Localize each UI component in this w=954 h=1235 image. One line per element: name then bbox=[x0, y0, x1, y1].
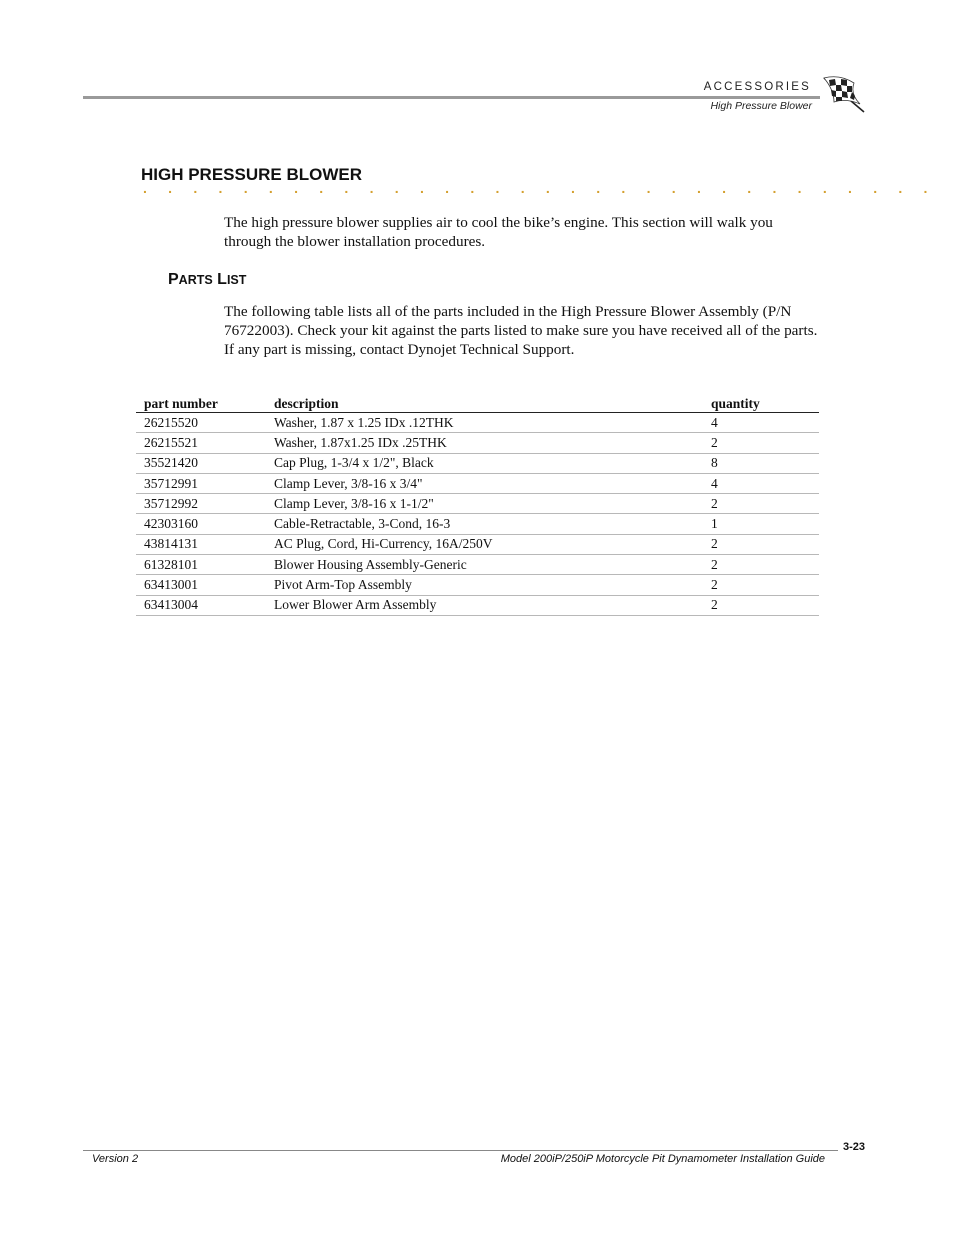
quantity-cell: 2 bbox=[703, 555, 819, 575]
parts-heading-initial-l: L bbox=[217, 271, 227, 288]
description-cell: Clamp Lever, 3/8-16 x 3/4" bbox=[266, 473, 703, 493]
header-section-title: ACCESSORIES bbox=[703, 81, 811, 93]
description-cell: Blower Housing Assembly-Generic bbox=[266, 555, 703, 575]
header-subsection-title: High Pressure Blower bbox=[710, 100, 812, 112]
description-cell: Cable-Retractable, 3-Cond, 16-3 bbox=[266, 514, 703, 534]
table-row bbox=[136, 575, 819, 595]
description-cell: AC Plug, Cord, Hi-Currency, 16A/250V bbox=[266, 534, 703, 554]
table-row bbox=[136, 433, 819, 453]
quantity-cell: 2 bbox=[703, 494, 819, 514]
part-number-cell: 26215521 bbox=[136, 433, 266, 453]
table-row bbox=[136, 555, 819, 575]
part-number-cell: 63413001 bbox=[136, 575, 266, 595]
part-number-cell: 35521420 bbox=[136, 453, 266, 473]
part-number-cell: 43814131 bbox=[136, 534, 266, 554]
quantity-cell: 4 bbox=[703, 473, 819, 493]
table-row bbox=[136, 413, 819, 433]
parts-intro-paragraph: The following table lists all of the parts included in the High Pressure Blower Assembly (P/N 76722003). Check your kit against the parts listed to make sure you have received all of the parts. If any part is missing, contact Dynojet Technical Support. bbox=[224, 303, 818, 358]
table-row bbox=[136, 514, 819, 534]
description-cell: Cap Plug, 1-3/4 x 1/2", Black bbox=[266, 453, 703, 473]
description-cell: Lower Blower Arm Assembly bbox=[266, 595, 703, 615]
part-number-cell: 35712991 bbox=[136, 473, 266, 493]
title-dotted-divider: . . . . . . . . . . . . . . . . . . . . . . . . . . . . . . . . bbox=[143, 180, 937, 196]
intro-paragraph: The high pressure blower supplies air to cool the bike’s engine. This section will walk you through the blower installation procedures. bbox=[224, 214, 773, 250]
table-row bbox=[136, 534, 819, 554]
part-number-cell: 63413004 bbox=[136, 595, 266, 615]
part-number-cell: 35712992 bbox=[136, 494, 266, 514]
part-number-cell: 61328101 bbox=[136, 555, 266, 575]
quantity-cell: 1 bbox=[703, 514, 819, 534]
description-cell: Clamp Lever, 3/8-16 x 1-1/2" bbox=[266, 494, 703, 514]
header-rule bbox=[83, 96, 820, 99]
part-number-cell: 26215520 bbox=[136, 413, 266, 433]
quantity-cell: 4 bbox=[703, 413, 819, 433]
parts-heading-rest-arts: ARTS bbox=[178, 273, 213, 287]
parts-heading-rest-ist: IST bbox=[226, 273, 247, 287]
part-number-cell: 42303160 bbox=[136, 514, 266, 534]
table-row bbox=[136, 595, 819, 615]
checkered-flag-icon bbox=[820, 74, 866, 116]
quantity-cell: 2 bbox=[703, 575, 819, 595]
column-header-description: description bbox=[266, 393, 703, 413]
footer-rule bbox=[83, 1150, 838, 1151]
page-number: 3-23 bbox=[843, 1141, 866, 1153]
parts-heading-initial-p: P bbox=[168, 271, 179, 288]
table-row bbox=[136, 473, 819, 493]
table-row bbox=[136, 494, 819, 514]
column-header-quantity: quantity bbox=[703, 393, 819, 413]
table-row bbox=[136, 453, 819, 473]
description-cell: Pivot Arm-Top Assembly bbox=[266, 575, 703, 595]
parts-list-heading bbox=[168, 271, 246, 289]
footer-version: Version 2 bbox=[92, 1153, 139, 1165]
quantity-cell: 8 bbox=[703, 453, 819, 473]
parts-table bbox=[136, 393, 819, 616]
footer-document-title: Model 200iP/250iP Motorcycle Pit Dynamometer Installation Guide bbox=[500, 1153, 825, 1165]
description-cell: Washer, 1.87 x 1.25 IDx .12THK bbox=[266, 413, 703, 433]
quantity-cell: 2 bbox=[703, 595, 819, 615]
column-header-part-number: part number bbox=[136, 393, 266, 413]
description-cell: Washer, 1.87x1.25 IDx .25THK bbox=[266, 433, 703, 453]
table-header-row bbox=[136, 393, 819, 413]
page-title: HIGH PRESSURE BLOWER bbox=[141, 165, 363, 184]
quantity-cell: 2 bbox=[703, 433, 819, 453]
quantity-cell: 2 bbox=[703, 534, 819, 554]
